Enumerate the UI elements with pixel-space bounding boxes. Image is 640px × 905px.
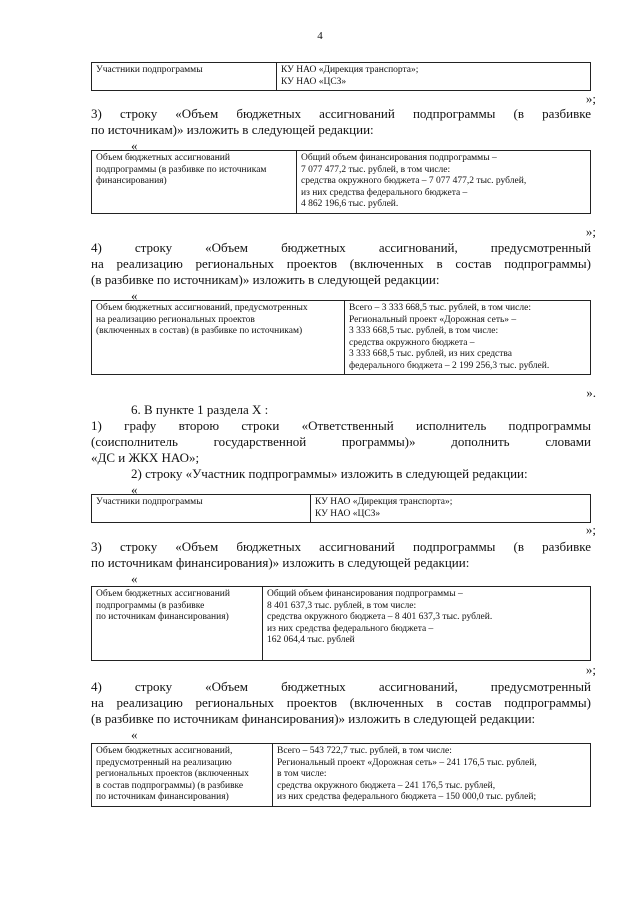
cell-line: Всего – 543 722,7 тыс. рублей, в том числе: [277, 746, 452, 756]
closing-quote: »; [585, 91, 596, 106]
cell-line: в том числе: [277, 769, 327, 779]
cell-line: на реализацию региональных проектов [96, 314, 255, 325]
table-value-cell [273, 744, 591, 807]
cell-line: 3 333 668,5 тыс. рублей, в том числе: [349, 326, 499, 336]
table-value-cell [311, 495, 591, 523]
table-value-cell [297, 151, 591, 214]
cell-line: Объем бюджетных ассигнований [96, 153, 230, 163]
table-label-cell [92, 301, 345, 375]
cell-line [267, 647, 586, 659]
cell-line: КУ НАО «Дирекция транспорта»; [315, 497, 453, 507]
cell-line: Всего – 3 333 668,5 тыс. рублей, в том числе: [349, 303, 531, 313]
cell-text: Участники подпрограммы [96, 65, 203, 75]
closing-quote: »; [585, 224, 596, 239]
table-value-cell [277, 63, 591, 91]
table-label-cell [92, 495, 311, 523]
cell-line: Общий объем финансирования подпрограммы – [301, 153, 497, 163]
cell-line: из них средства федерального бюджета – [267, 623, 434, 634]
page-number: 4 [317, 30, 323, 42]
cell-line: КУ НАО «ЦСЗ» [315, 508, 381, 519]
cell-line: из них средства федерального бюджета – 150 000,0 тыс. рублей; [277, 792, 537, 802]
regional-projects-table-1 [91, 300, 591, 375]
cell-line: КУ НАО «Дирекция транспорта»; [281, 65, 419, 75]
paragraph-3-line-1: 3) строку «Объем бюджетных ассигнований подпрограммы (в разбивке [91, 106, 591, 121]
section-6-heading: 6. В пункте 1 раздела X : [131, 402, 269, 417]
table-label-cell [92, 744, 273, 807]
section-6-item-2: 2) строку «Участник подпрограммы» изложить в следующей редакции: [131, 466, 528, 481]
cell-line: КУ НАО «ЦСЗ» [281, 76, 347, 87]
cell-line: (включенных в состав) (в разбивке по источникам) [96, 326, 303, 336]
cell-line: Объем бюджетных ассигнований [96, 589, 230, 599]
section-6-line-1: 1) графу второю строки «Ответственный исполнитель подпрограммы [91, 418, 591, 433]
cell-line: предусмотренный на реализацию [96, 757, 232, 768]
section-6-line-3: «ДС и ЖКХ НАО»; [91, 450, 200, 465]
participants-table-1 [91, 62, 591, 91]
budget-allocation-table-1 [91, 150, 591, 214]
cell-line: 4 862 196,6 тыс. рублей. [301, 199, 399, 209]
cell-line: средства окружного бюджета – 8 401 637,3 тыс. рублей. [267, 612, 493, 622]
table-label-cell [92, 63, 277, 91]
cell-line: средства окружного бюджета – 241 176,5 тыс. рублей, [277, 780, 496, 791]
opening-quote: « [131, 571, 138, 586]
section-6-line-2: (соисполнитель государственной программы)» дополнить словами [91, 434, 591, 449]
cell-line: подпрограммы (в разбивке [96, 600, 205, 611]
cell-line: Общий объем финансирования подпрограммы – [267, 589, 463, 599]
opening-quote: « [131, 138, 138, 153]
closing-quote: »; [585, 522, 596, 537]
cell-line: средства окружного бюджета – 7 077 477,2 тыс. рублей, [301, 176, 527, 186]
table-value-cell [263, 587, 591, 661]
cell-line: по источникам финансирования) [96, 612, 229, 622]
cell-line: финансирования) [96, 176, 167, 186]
cell-line: федерального бюджета – 2 199 256,3 тыс. рублей. [349, 360, 550, 371]
paragraph-3b-line-1: 3) строку «Объем бюджетных ассигнований подпрограммы (в разбивке [91, 539, 591, 554]
paragraph-4-line-2: на реализацию региональных проектов (включенных в состав подпрограммы) [91, 256, 591, 271]
cell-line: Объем бюджетных ассигнований, [96, 746, 233, 756]
cell-line: 8 401 637,3 тыс. рублей, в том числе: [267, 600, 417, 611]
table-value-cell [345, 301, 591, 375]
cell-line: региональных проектов (включенных [96, 769, 249, 779]
paragraph-3b-line-2: по источникам финансирования)» изложить в следующей редакции: [91, 555, 470, 570]
cell-line: 7 077 477,2 тыс. рублей, в том числе: [301, 164, 451, 175]
cell-line: подпрограммы (в разбивке по источникам [96, 164, 267, 175]
opening-quote: « [131, 288, 138, 303]
paragraph-4b-line-3: (в разбивке по источникам финансирования)» изложить в следующей редакции: [91, 711, 536, 726]
cell-line: средства окружного бюджета – [349, 337, 475, 348]
closing-quote: »; [585, 662, 596, 677]
cell-line: в состав подпрограммы) (в разбивке [96, 780, 244, 791]
paragraph-4b-line-2: на реализацию региональных проектов (включенных в состав подпрограммы) [91, 695, 591, 710]
opening-quote: « [131, 727, 138, 742]
table-label-cell [92, 587, 263, 661]
paragraph-3-line-2: по источникам)» изложить в следующей редакции: [91, 122, 374, 137]
cell-line: по источникам финансирования) [96, 792, 229, 802]
cell-line: Объем бюджетных ассигнований, предусмотренных [96, 303, 308, 313]
budget-allocation-table-2 [91, 586, 591, 661]
cell-line: 162 064,4 тыс. рублей [267, 635, 355, 645]
participants-table-2 [91, 494, 591, 523]
regional-projects-table-2 [91, 743, 591, 807]
table-label-cell [92, 151, 297, 214]
paragraph-4-line-1: 4) строку «Объем бюджетных ассигнований, предусмотренный [91, 240, 591, 255]
opening-quote: « [131, 482, 138, 497]
paragraph-4b-line-1: 4) строку «Объем бюджетных ассигнований, предусмотренный [91, 679, 591, 694]
closing-quote: ». [586, 385, 596, 400]
cell-line: из них средства федерального бюджета – [301, 187, 468, 198]
cell-line: Региональный проект «Дорожная сеть» – 241 176,5 тыс. рублей, [277, 757, 537, 768]
paragraph-4-line-3: (в разбивке по источникам)» изложить в следующей редакции: [91, 272, 440, 287]
cell-line: Региональный проект «Дорожная сеть» – [349, 314, 517, 325]
cell-text: Участники подпрограммы [96, 497, 203, 507]
cell-line: 3 333 668,5 тыс. рублей, из них средства [349, 349, 512, 359]
